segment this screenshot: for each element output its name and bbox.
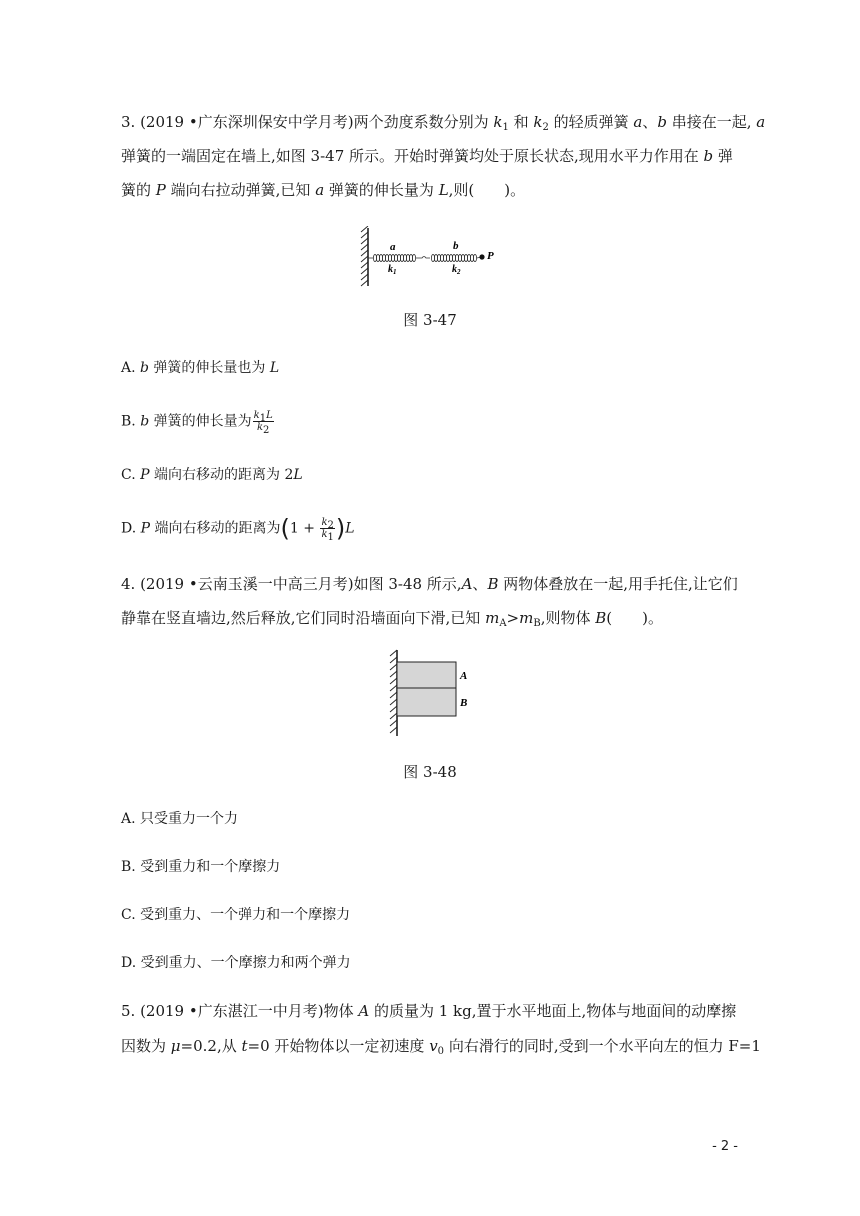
q3-option-b[interactable]: B. b 弹簧的伸长量为 $\frac{k_1L}{k_2}$	[121, 410, 273, 436]
fraction-k2-over-k1: $\frac{k_2}{k_1}$	[321, 517, 334, 543]
q3-option-d[interactable]: D. P 端向右移动的距离为(1 + $\frac{k_2}{k_1}$ )L	[121, 514, 355, 543]
label-B: B	[460, 697, 468, 709]
label-P: P	[487, 250, 494, 262]
block-b	[397, 688, 456, 716]
q3-option-a[interactable]: A. b 弹簧的伸长量也为 L	[121, 360, 280, 376]
point-p-dot	[479, 254, 484, 259]
block-a	[397, 662, 456, 688]
caption-3-47: 图 3-47	[403, 311, 457, 329]
q4-option-d[interactable]: D. 受到重力、一个摩擦力和两个弹力	[121, 955, 351, 971]
q3-line-1: 3. (2019 •广东深圳保安中学月考)两个劲度系数分别为 $k_1$ 和 $k_2$ 的轻质弹簧 a、b 串接在一起, a	[121, 113, 766, 133]
fraction-k1L-over-k2: $\frac{k_1L}{k_2}$	[253, 410, 273, 436]
q3-option-c[interactable]: C. P 端向右移动的距离为 2L	[121, 467, 303, 483]
q3-line-2: 弹簧的一端固定在墙上,如图 3-47 所示。开始时弹簧均处于原长状态,现用水平力作用在 b 弹	[121, 147, 733, 165]
label-b: b	[453, 240, 459, 252]
q4-option-c[interactable]: C. 受到重力、一个弹力和一个摩擦力	[121, 907, 351, 923]
figure-3-47-springs	[360, 226, 510, 290]
label-a: a	[390, 241, 396, 253]
label-A: A	[460, 670, 468, 682]
spring-b	[431, 254, 476, 261]
q4-line-1: 4. (2019 •云南玉溪一中高三月考)如图 3-48 所示,A、B 两物体叠放在一起,用手托住,让它们	[121, 575, 738, 593]
label-k1: $k_1$	[388, 264, 397, 276]
q3-line-3: 簧的 P 端向右拉动弹簧,已知 a 弹簧的伸长量为 L,则( )。	[121, 181, 526, 199]
label-k2: $k_2$	[452, 264, 461, 276]
q5-line-2: 因数为 μ=0.2,从 t=0 开始物体以一定初速度 $v_0$ 向右滑行的同时,受到一个水平向左的恒力 F=1	[121, 1037, 761, 1057]
page-number: - 2 -	[712, 1139, 738, 1154]
q4-option-b[interactable]: B. 受到重力和一个摩擦力	[121, 859, 281, 875]
q4-line-2: 静靠在竖直墙边,然后释放,它们同时沿墙面向下滑,已知 $m_A>m_B$,则物体 B( )。	[121, 609, 664, 629]
caption-3-48: 图 3-48	[403, 763, 457, 781]
figure-3-48-blocks	[388, 648, 478, 740]
q4-option-a[interactable]: A. 只受重力一个力	[121, 811, 239, 827]
spring-a	[373, 254, 415, 261]
q5-line-1: 5. (2019 •广东湛江一中月考)物体 A 的质量为 1 kg,置于水平地面上,物体与地面间的动摩擦	[121, 1002, 737, 1020]
